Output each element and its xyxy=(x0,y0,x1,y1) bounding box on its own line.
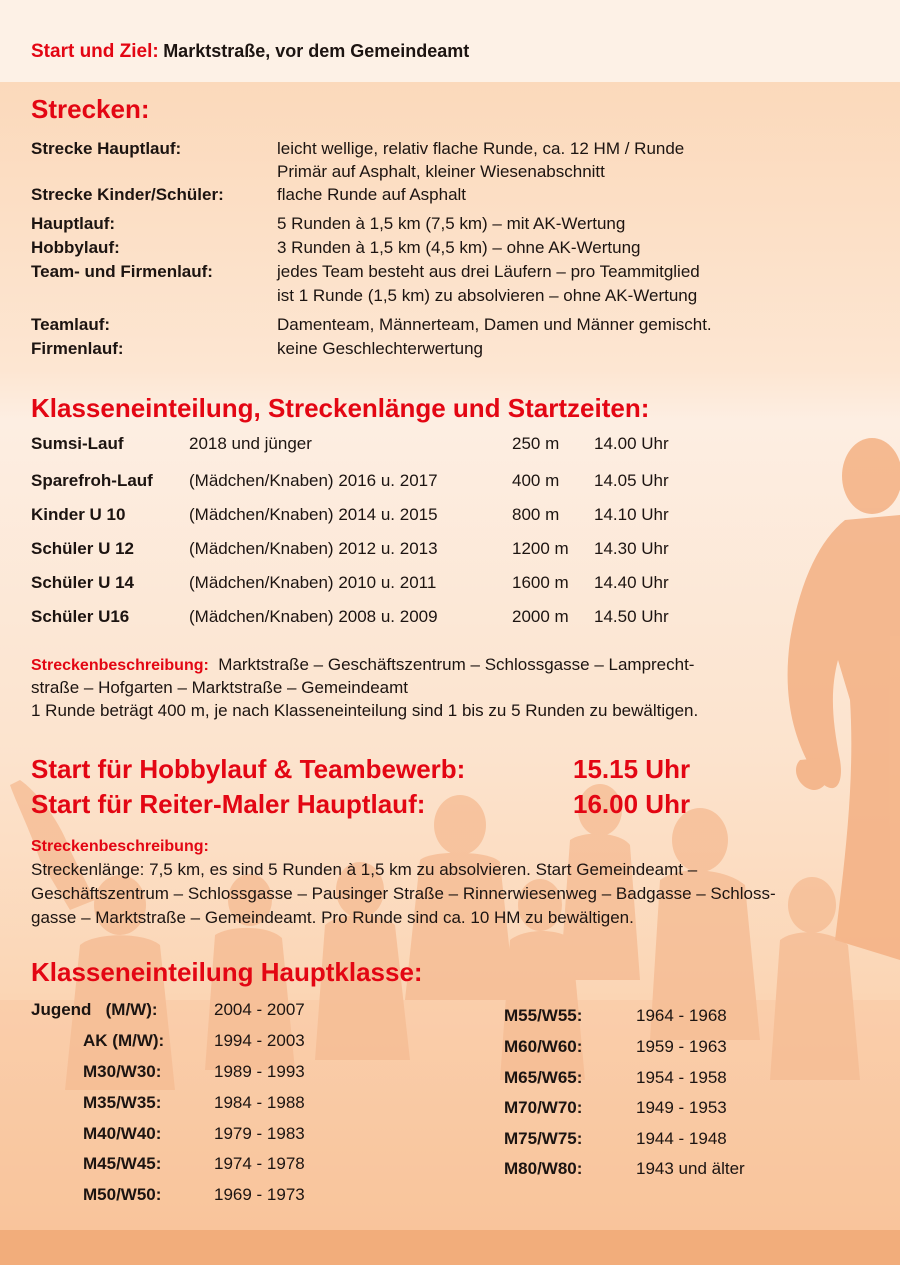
start-ziel-value: Marktstraße, vor dem Gemeindeamt xyxy=(163,41,470,61)
hauptklasse-label: M30/W30: xyxy=(83,1062,162,1081)
hauptklasse-label: M60/W60: xyxy=(504,1037,583,1056)
klassen-years: (Mädchen/Knaben) 2012 u. 2013 xyxy=(189,539,438,558)
hauptklasse-label: M35/W35: xyxy=(83,1093,162,1112)
start-hobbylauf-time: 15.15 Uhr xyxy=(573,754,691,784)
hauptklasse-years: 1944 - 1948 xyxy=(636,1129,727,1148)
klassen-time: 14.10 Uhr xyxy=(594,505,669,524)
beschreibung1-label: Streckenbeschreibung: xyxy=(31,657,209,674)
klassen-time: 14.50 Uhr xyxy=(594,607,669,626)
strecken-text: Damenteam, Männerteam, Damen und Männer gemischt. xyxy=(277,315,712,334)
klassen-name: Sparefroh-Lauf xyxy=(31,471,153,490)
hauptklasse-heading: Klasseneinteilung Hauptklasse: xyxy=(31,957,423,987)
start-hauptlauf-label: Start für Reiter-Maler Hauptlauf: xyxy=(31,789,426,819)
klassen-years: (Mädchen/Knaben) 2008 u. 2009 xyxy=(189,607,438,626)
klassen-years: (Mädchen/Knaben) 2010 u. 2011 xyxy=(189,573,437,592)
hauptklasse-years: 1969 - 1973 xyxy=(214,1185,305,1204)
hauptklasse-years: 1954 - 1958 xyxy=(636,1068,727,1087)
klassen-distance: 800 m xyxy=(512,505,560,524)
start-ziel-label: Start und Ziel: xyxy=(31,41,159,62)
beschreibung1-line3: 1 Runde beträgt 400 m, je nach Klasseneinteilung sind 1 bis zu 5 Runden zu bewältigen. xyxy=(31,701,699,720)
beschreibung2-label: Streckenbeschreibung: xyxy=(31,838,209,855)
beschreibung2-line2: Geschäftszentrum – Schlossgasse – Pausinger Straße – Rinnerwiesenweg – Badgasse – Schloss- xyxy=(31,884,776,903)
klassen-name: Schüler U 12 xyxy=(31,539,134,558)
klassen-name: Sumsi-Lauf xyxy=(31,434,124,453)
hauptklasse-label: M80/W80: xyxy=(504,1159,583,1178)
strecken-label: Hauptlauf: xyxy=(31,214,116,233)
hauptklasse-label: M50/W50: xyxy=(83,1185,162,1204)
strecken-text: ist 1 Runde (1,5 km) zu absolvieren – ohne AK-Wertung xyxy=(277,286,698,305)
hauptklasse-label: M70/W70: xyxy=(504,1098,583,1117)
klassen-distance: 400 m xyxy=(512,471,560,490)
klassen-distance: 250 m xyxy=(512,434,560,453)
klassen-name: Kinder U 10 xyxy=(31,505,126,524)
hauptklasse-label: M45/W45: xyxy=(83,1154,162,1173)
hauptklasse-label: AK (M/W): xyxy=(83,1031,165,1050)
strecken-label: Firmenlauf: xyxy=(31,339,124,358)
hauptklasse-years: 1984 - 1988 xyxy=(214,1093,305,1112)
klassen-time: 14.30 Uhr xyxy=(594,539,669,558)
beschreibung1-line2: straße – Hofgarten – Marktstraße – Gemeindeamt xyxy=(31,678,408,697)
strecken-text: keine Geschlechterwertung xyxy=(277,339,484,358)
hauptklasse-years: 1964 - 1968 xyxy=(636,1006,727,1025)
strecken-text: leicht wellige, relativ flache Runde, ca. 12 HM / Runde xyxy=(277,139,685,158)
klassen-name: Schüler U 14 xyxy=(31,573,134,592)
klassen-distance: 1200 m xyxy=(512,539,569,558)
hauptklasse-years: 2004 - 2007 xyxy=(214,1000,305,1019)
hauptklasse-years: 1994 - 2003 xyxy=(214,1031,305,1050)
hauptklasse-label: M65/W65: xyxy=(504,1068,583,1087)
strecken-label: Teamlauf: xyxy=(31,315,111,334)
hauptklasse-label: M40/W40: xyxy=(83,1124,162,1143)
hauptklasse-label: Jugend (M/W): xyxy=(31,1000,158,1019)
klassen-time: 14.05 Uhr xyxy=(594,471,669,490)
start-hobbylauf-label: Start für Hobbylauf & Teambewerb: xyxy=(31,754,466,784)
klassen-distance: 2000 m xyxy=(512,607,569,626)
klassen-name: Schüler U16 xyxy=(31,607,130,626)
hauptklasse-label: M75/W75: xyxy=(504,1129,583,1148)
strecken-text: flache Runde auf Asphalt xyxy=(277,185,467,204)
klassen-years: (Mädchen/Knaben) 2014 u. 2015 xyxy=(189,505,438,524)
klassen-heading: Klasseneinteilung, Streckenlänge und Startzeiten: xyxy=(31,393,650,423)
strecken-text: jedes Team besteht aus drei Läufern – pro Teammitglied xyxy=(277,262,700,281)
klassen-distance: 1600 m xyxy=(512,573,569,592)
beschreibung1-text1: Marktstraße – Geschäftszentrum – Schlossgasse – Lamprecht- xyxy=(218,655,695,674)
strecken-text: 5 Runden à 1,5 km (7,5 km) – mit AK-Wertung xyxy=(277,214,626,233)
strecken-label: Strecke Hauptlauf: xyxy=(31,139,182,158)
strecken-label: Strecke Kinder/Schüler: xyxy=(31,185,224,204)
start-hauptlauf-time: 16.00 Uhr xyxy=(573,789,691,819)
klassen-years: 2018 und jünger xyxy=(189,434,312,453)
hauptklasse-years: 1979 - 1983 xyxy=(214,1124,305,1143)
hauptklasse-years: 1989 - 1993 xyxy=(214,1062,305,1081)
klassen-time: 14.40 Uhr xyxy=(594,573,669,592)
hauptklasse-years: 1959 - 1963 xyxy=(636,1037,727,1056)
klassen-time: 14.00 Uhr xyxy=(594,434,669,453)
strecken-text: 3 Runden à 1,5 km (4,5 km) – ohne AK-Wertung xyxy=(277,238,641,257)
beschreibung1-line1 xyxy=(31,653,694,677)
klassen-years: (Mädchen/Knaben) 2016 u. 2017 xyxy=(189,471,438,490)
strecken-heading: Strecken: xyxy=(31,94,150,124)
strecken-label: Team- und Firmenlauf: xyxy=(31,262,213,281)
strecken-label: Hobbylauf: xyxy=(31,238,120,257)
start-ziel-line xyxy=(31,41,469,63)
hauptklasse-label: M55/W55: xyxy=(504,1006,583,1025)
hauptklasse-years: 1943 und älter xyxy=(636,1159,745,1178)
hauptklasse-years: 1974 - 1978 xyxy=(214,1154,305,1173)
beschreibung2-line3: gasse – Marktstraße – Gemeindeamt. Pro Runde sind ca. 10 HM zu bewältigen. xyxy=(31,908,634,927)
beschreibung2-line1: Streckenlänge: 7,5 km, es sind 5 Runden à 1,5 km zu absolvieren. Start Gemeindeamt – xyxy=(31,860,698,879)
strecken-text: Primär auf Asphalt, kleiner Wiesenabschnitt xyxy=(277,162,605,181)
hauptklasse-years: 1949 - 1953 xyxy=(636,1098,727,1117)
